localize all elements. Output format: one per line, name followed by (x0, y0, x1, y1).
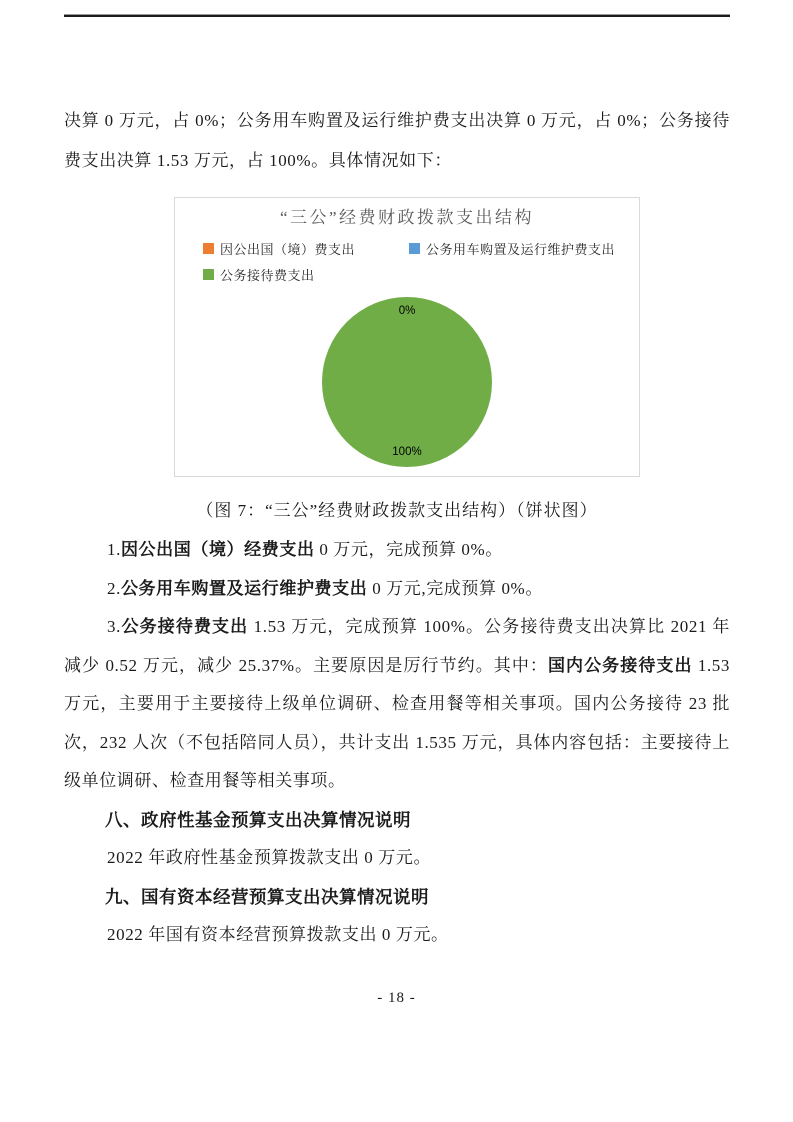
item-rest: 1.53 万元，主要用于主要接待上级单位调研、检查用餐等相关事项。国内公务接待 23 批次，232 人次（不包括陪同人员），共计支出 1.535 万元，具体内容包括：主要接待上级单位调研、检查用餐等相关事项。 (64, 655, 730, 790)
item-bold-lead: 因公出国（境）经费支出 (120, 540, 315, 559)
legend-item-vehicle (409, 239, 639, 258)
chart-title: “三公”经费财政拨款支出结构 (279, 208, 535, 227)
item-rest: 0 万元,完成预算 0%。 (367, 578, 543, 598)
intro-paragraph: 决算 0 万元，占 0%；公务用车购置及运行维护费支出决算 0 万元，占 0%；公务接待费支出决算 1.53 万元，占 100%。具体情况如下： (64, 111, 730, 170)
page-content (64, 0, 730, 955)
item-3-paragraph (64, 608, 730, 801)
item-bold-lead: 公务用车购置及运行维护费支出 (120, 578, 368, 598)
legend-item-abroad (203, 239, 409, 258)
pie-data-label-hundred: 100% (392, 446, 422, 458)
legend-item-reception (203, 265, 409, 284)
item-number: 2. (107, 578, 121, 598)
legend-label: 公务接待费支出 (220, 268, 315, 283)
legend-swatch-blue (409, 243, 420, 254)
legend-swatch-orange (203, 243, 214, 254)
item-number: 3. (107, 617, 121, 636)
legend-label: 因公出国（境）费支出 (220, 242, 356, 257)
three-public-expense-pie-chart (174, 197, 640, 477)
legend-swatch-green (203, 269, 214, 280)
item-number: 1. (107, 540, 121, 559)
item-mid: 1.53 万元，完成预算 100%。公务接待费支出决算比 2021 年减少 0.52 万元，减少 25.37%。主要原因是厉行节约。其中： (64, 617, 731, 675)
section-9-body: 2022 年国有资本经营预算拨款支出 0 万元。 (107, 925, 449, 944)
section-8-heading: 八、政府性基金预算支出决算情况说明 (105, 809, 411, 830)
figure-caption: （图 7：“三公”经费财政拨款支出结构）（饼状图） (196, 501, 598, 520)
section-9-heading: 九、国有资本经营预算支出决算情况说明 (105, 886, 429, 907)
pie-circle (322, 297, 492, 467)
page-number: - 18 - (377, 990, 416, 1006)
item-rest: 0 万元，完成预算 0%。 (314, 540, 503, 559)
chart-legend (175, 239, 639, 284)
item-bold-domestic: 国内公务接待支出 (547, 655, 693, 675)
section-8-body: 2022 年政府性基金预算拨款支出 0 万元。 (107, 848, 432, 867)
item-2-paragraph (64, 570, 730, 609)
item-1-paragraph (64, 531, 730, 570)
pie-data-label-zero: 0% (398, 305, 416, 317)
legend-label: 公务用车购置及运行维护费支出 (426, 242, 616, 257)
item-bold-lead: 公务接待费支出 (120, 617, 249, 636)
